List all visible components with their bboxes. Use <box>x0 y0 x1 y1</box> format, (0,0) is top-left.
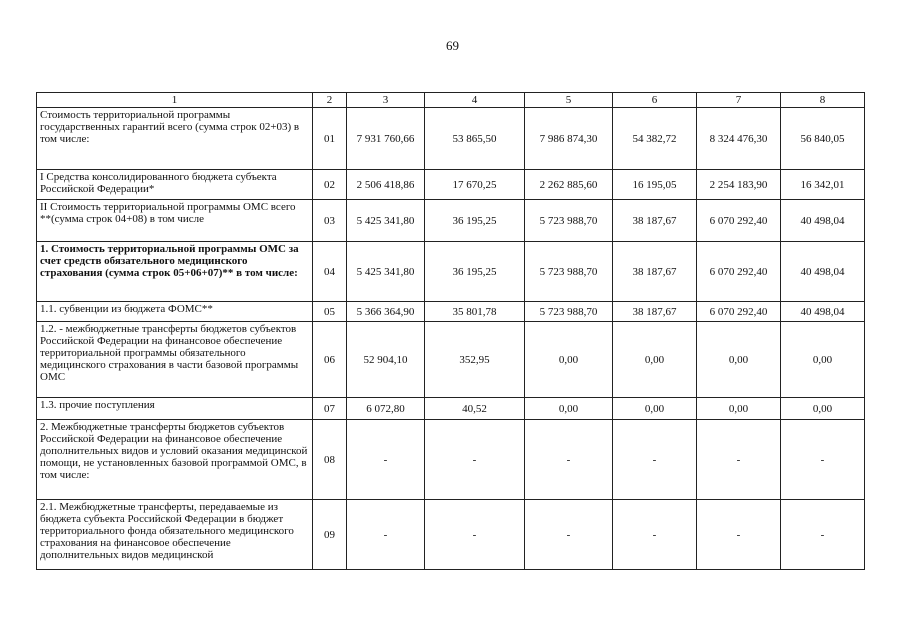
cell-value: - <box>347 420 425 500</box>
row-name: 1.3. прочие поступления <box>37 398 313 420</box>
row-name: 1. Стоимость территориальной программы ОМС за счет средств обязательного медицинского страхования (сумма строк 05+06+07)** в том числе: <box>37 242 313 302</box>
page-number: 69 <box>446 38 459 53</box>
table-row <box>37 322 865 398</box>
cell-value: 5 723 988,70 <box>525 200 613 242</box>
cell-value: 6 070 292,40 <box>697 200 781 242</box>
cell-value: 38 187,67 <box>613 302 697 322</box>
cell-value: 6 070 292,40 <box>697 302 781 322</box>
row-name: Стоимость территориальной программы государственных гарантий всего (сумма строк 02+03) в том числе: <box>37 108 313 170</box>
column-header: 1 <box>37 93 313 108</box>
cell-value: - <box>697 500 781 570</box>
cell-value: 56 840,05 <box>781 108 865 170</box>
cell-value: - <box>425 420 525 500</box>
row-code: 07 <box>313 398 347 420</box>
cell-value: 5 366 364,90 <box>347 302 425 322</box>
row-code: 05 <box>313 302 347 322</box>
cell-value: 52 904,10 <box>347 322 425 398</box>
cell-value: 0,00 <box>781 398 865 420</box>
cell-value: 6 072,80 <box>347 398 425 420</box>
row-code: 01 <box>313 108 347 170</box>
column-header: 5 <box>525 93 613 108</box>
row-code: 08 <box>313 420 347 500</box>
row-name: 2.1. Межбюджетные трансферты, передаваемые из бюджета субъекта Российской Федерации в бюджет территориального фонда обязательного медицинского страхования на финансовое обеспечение дополнительных видов медицинской <box>37 500 313 570</box>
cell-value: - <box>525 500 613 570</box>
row-code: 06 <box>313 322 347 398</box>
cell-value: - <box>781 420 865 500</box>
cell-value: 8 324 476,30 <box>697 108 781 170</box>
column-header: 8 <box>781 93 865 108</box>
row-name: I Средства консолидированного бюджета субъекта Российской Федерации* <box>37 170 313 200</box>
cell-value: 2 254 183,90 <box>697 170 781 200</box>
cell-value: 35 801,78 <box>425 302 525 322</box>
cell-value: - <box>781 500 865 570</box>
cell-value: 0,00 <box>781 322 865 398</box>
table-row <box>37 302 865 322</box>
cell-value: 0,00 <box>697 398 781 420</box>
table-row <box>37 200 865 242</box>
cell-value: 6 070 292,40 <box>697 242 781 302</box>
cell-value: - <box>613 420 697 500</box>
cell-value: 0,00 <box>697 322 781 398</box>
column-header: 7 <box>697 93 781 108</box>
cell-value: 40 498,04 <box>781 200 865 242</box>
cell-value: 54 382,72 <box>613 108 697 170</box>
table-row <box>37 242 865 302</box>
column-header: 3 <box>347 93 425 108</box>
cell-value: - <box>347 500 425 570</box>
cell-value: - <box>425 500 525 570</box>
row-name: 2. Межбюджетные трансферты бюджетов субъектов Российской Федерации на финансовое обеспечение дополнительных видов и условий оказания медицинской помощи, не установленных базовой программой ОМС, в том числе: <box>37 420 313 500</box>
column-header: 4 <box>425 93 525 108</box>
row-code: 04 <box>313 242 347 302</box>
cell-value: 0,00 <box>613 398 697 420</box>
cell-value: 16 195,05 <box>613 170 697 200</box>
cell-value: 40,52 <box>425 398 525 420</box>
cell-value: 352,95 <box>425 322 525 398</box>
table-row <box>37 398 865 420</box>
cell-value: 38 187,67 <box>613 242 697 302</box>
row-code: 02 <box>313 170 347 200</box>
cell-value: 5 425 341,80 <box>347 200 425 242</box>
cell-value: 0,00 <box>525 398 613 420</box>
cell-value: 36 195,25 <box>425 200 525 242</box>
cell-value: 5 425 341,80 <box>347 242 425 302</box>
cell-value: 40 498,04 <box>781 302 865 322</box>
cell-value: 2 506 418,86 <box>347 170 425 200</box>
column-header: 2 <box>313 93 347 108</box>
table-row <box>37 420 865 500</box>
cell-value: - <box>613 500 697 570</box>
row-name: 1.2. - межбюджетные трансферты бюджетов субъектов Российской Федерации на финансовое обеспечение территориальной программы обязательного медицинского страхования в части базовой программы ОМС <box>37 322 313 398</box>
cell-value: 5 723 988,70 <box>525 242 613 302</box>
cell-value: 2 262 885,60 <box>525 170 613 200</box>
row-code: 03 <box>313 200 347 242</box>
cell-value: 5 723 988,70 <box>525 302 613 322</box>
cell-value: - <box>697 420 781 500</box>
column-header: 6 <box>613 93 697 108</box>
cell-value: 36 195,25 <box>425 242 525 302</box>
cell-value: 7 986 874,30 <box>525 108 613 170</box>
budget-table <box>36 92 865 570</box>
row-name: 1.1. субвенции из бюджета ФОМС** <box>37 302 313 322</box>
table-row <box>37 108 865 170</box>
cell-value: 53 865,50 <box>425 108 525 170</box>
row-name: II Стоимость территориальной программы ОМС всего **(сумма строк 04+08) в том числе <box>37 200 313 242</box>
table-row <box>37 170 865 200</box>
cell-value: 40 498,04 <box>781 242 865 302</box>
cell-value: 17 670,25 <box>425 170 525 200</box>
cell-value: 16 342,01 <box>781 170 865 200</box>
cell-value: - <box>525 420 613 500</box>
table-row <box>37 500 865 570</box>
table-header-row <box>37 93 865 108</box>
row-code: 09 <box>313 500 347 570</box>
cell-value: 0,00 <box>525 322 613 398</box>
cell-value: 7 931 760,66 <box>347 108 425 170</box>
cell-value: 0,00 <box>613 322 697 398</box>
cell-value: 38 187,67 <box>613 200 697 242</box>
